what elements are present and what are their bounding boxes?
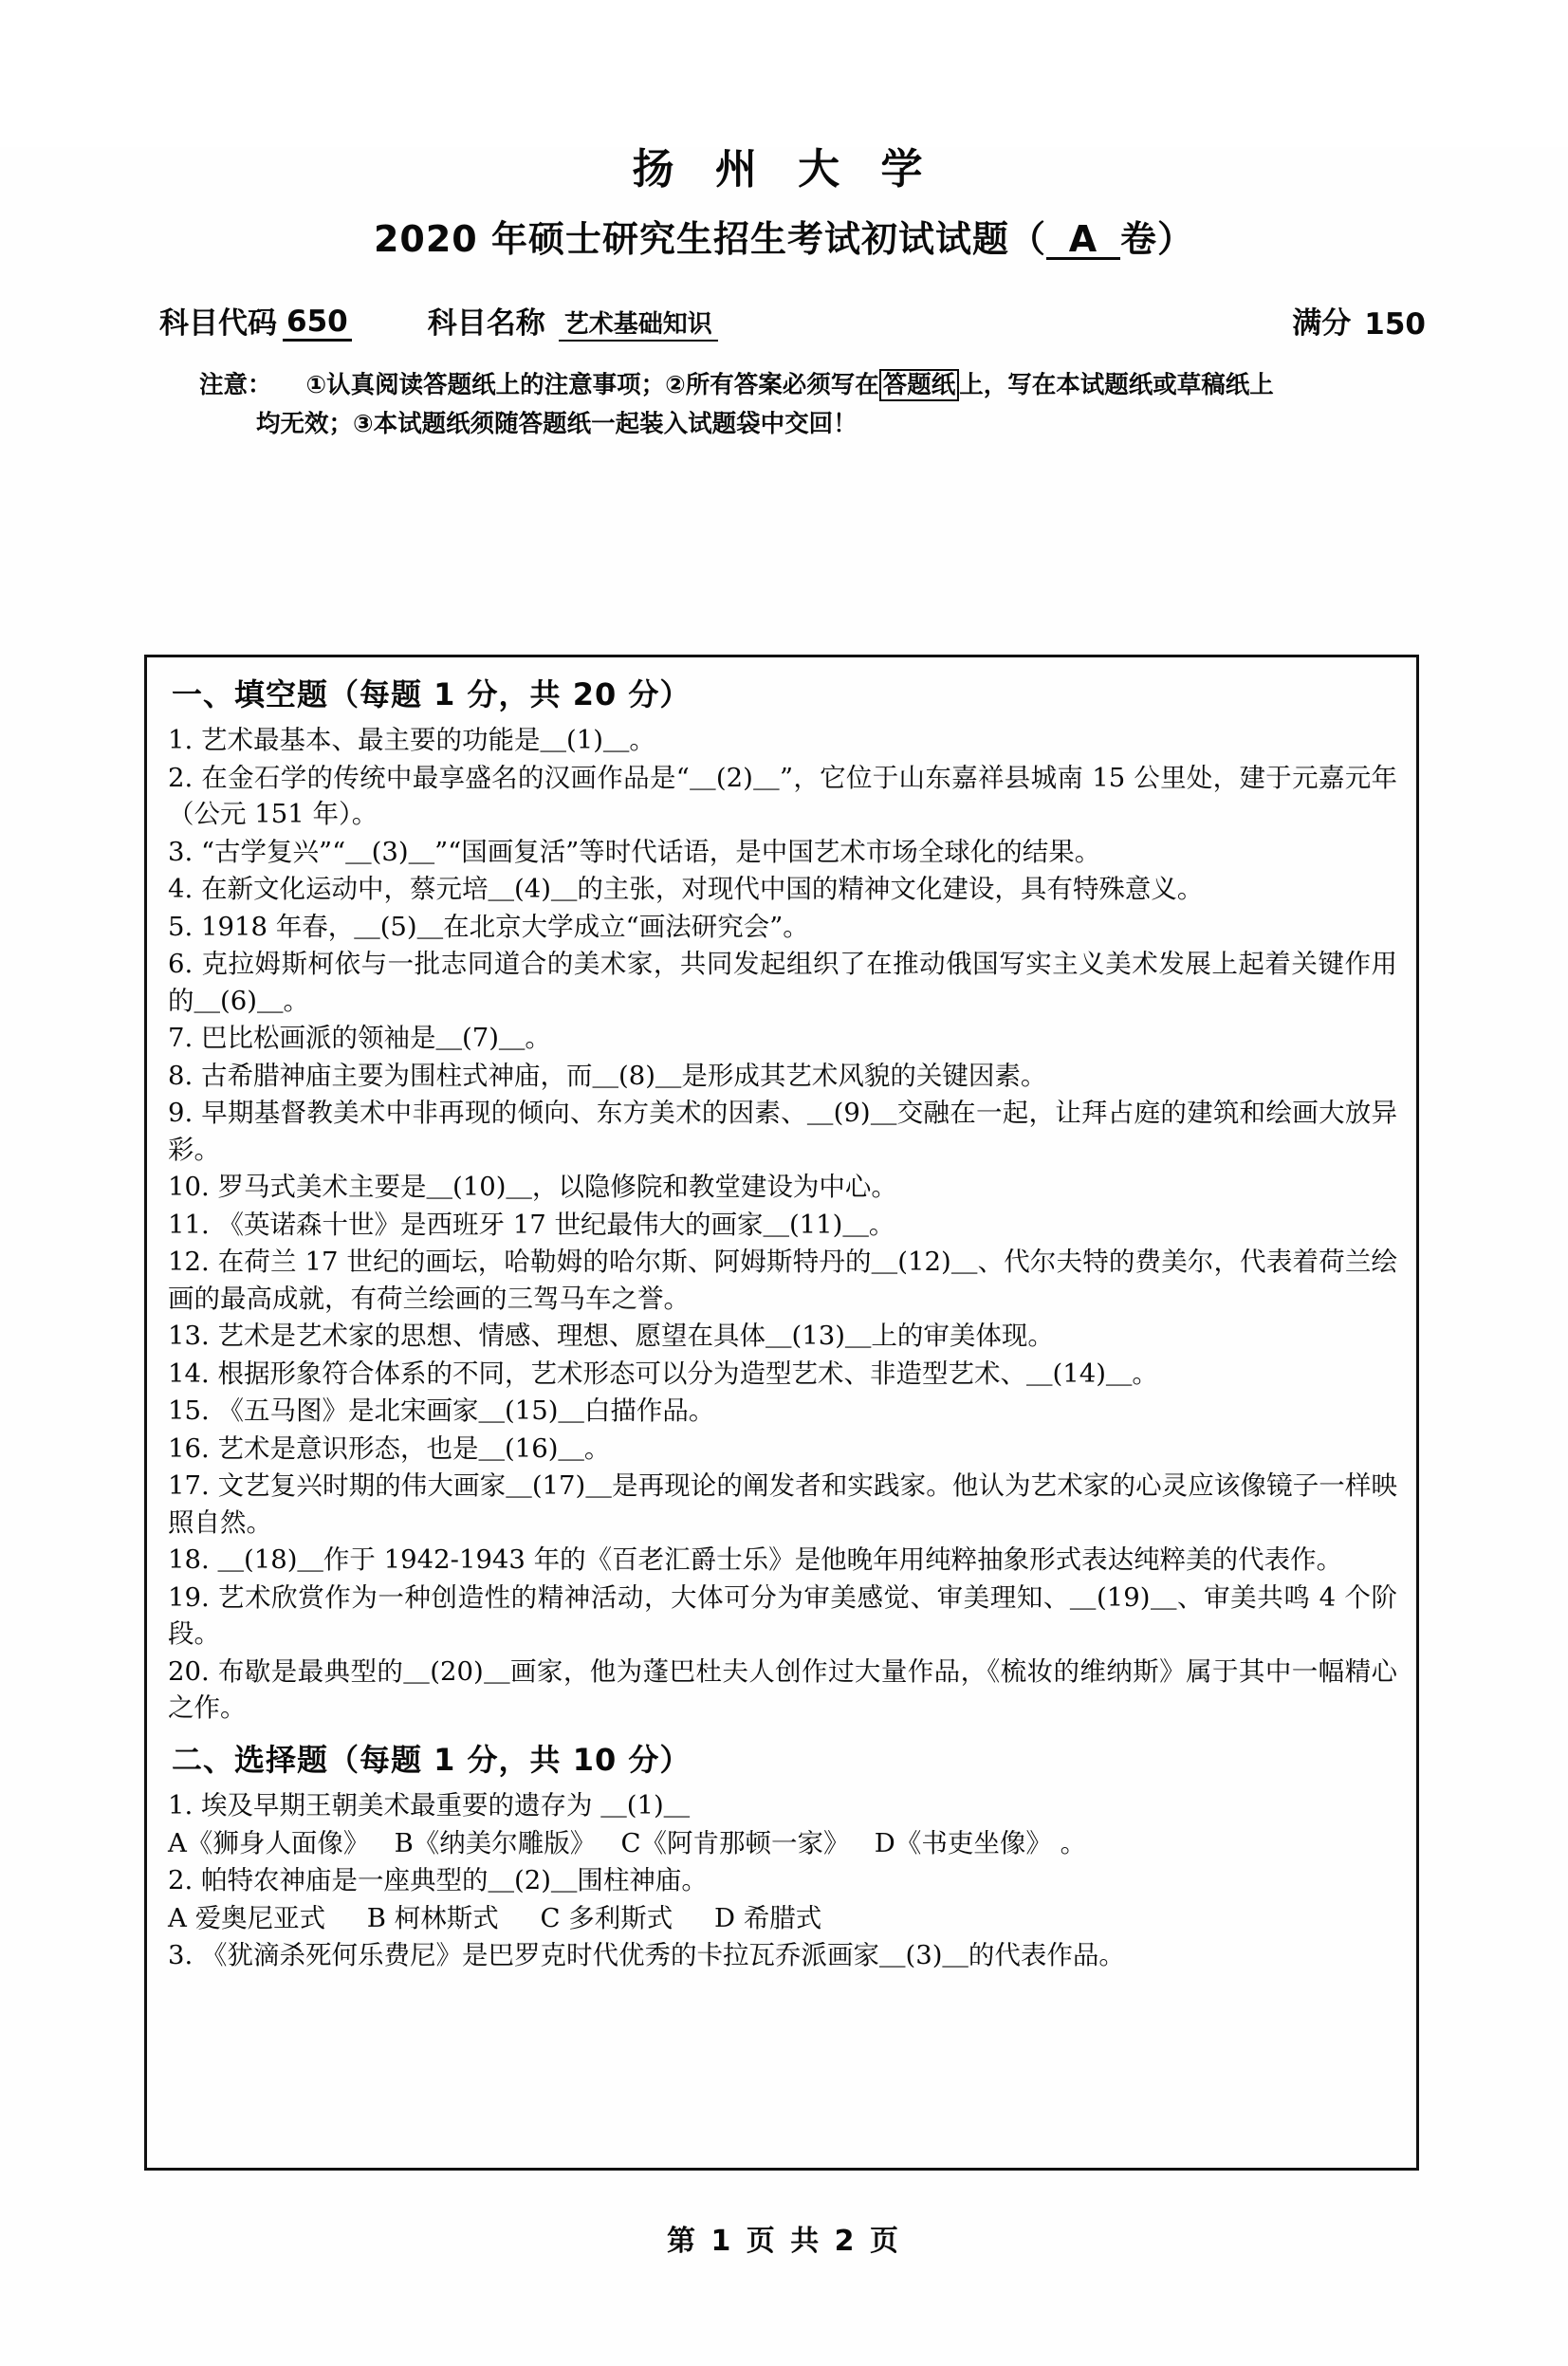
subject-code-label: 科目代码 — [159, 306, 277, 342]
question-item: 11. 《英诺森十世》是西班牙 17 世纪最伟大的画家＿(11)＿。 — [168, 1209, 895, 1240]
subject-name-label: 科目名称 — [427, 306, 545, 342]
question-item: 17. 文艺复兴时期的伟大画家＿(17)＿是再现论的阐发者和实践家。他认为艺术家的心灵应该像镜子一样映照自然。 — [168, 1470, 1397, 1538]
notice-line2: 均无效；③本试题纸须随答题纸一起装入试题袋中交回！ — [256, 410, 858, 439]
question-item: 13. 艺术是艺术家的思想、情感、理想、愿望在具体＿(13)＿上的审美体现。 — [168, 1321, 1054, 1352]
page-footer: 第 1 页 共 2 页 — [667, 2225, 901, 2258]
question-item: 1. 埃及早期王朝美术最重要的遗存为 ＿(1)＿ — [168, 1790, 691, 1821]
question-item: 15. 《五马图》是北宋画家＿(15)＿白描作品。 — [168, 1396, 715, 1427]
exam-page — [0, 147, 1568, 2366]
question-item: 19. 艺术欣赏作为一种创造性的精神活动，大体可分为审美感觉、审美理知、＿(19)＿、审美共鸣 4 个阶段。 — [168, 1581, 1397, 1650]
question-frame — [144, 655, 1419, 2171]
notice-line1-a: ①认真阅读答题纸上的注意事项；②所有答案必须写在 — [305, 371, 879, 400]
question-options: A《狮身人面像》 B《纳美尔雕版》 C《阿肯那顿一家》 D《书吏坐像》 。 — [168, 1827, 1087, 1858]
question-item: 12. 在荷兰 17 世纪的画坛，哈勒姆的哈尔斯、阿姆斯特丹的＿(12)＿、代尔夫特的费美尔，代表着荷兰绘画的最高成就，有荷兰绘画的三驾马车之誉。 — [168, 1247, 1397, 1314]
question-item: 3. 《犹滴杀死何乐费尼》是巴罗克时代优秀的卡拉瓦乔派画家＿(3)＿的代表作品。 — [168, 1940, 1125, 1971]
question-item: 10. 罗马式美术主要是＿(10)＿，以隐修院和教堂建设为中心。 — [168, 1172, 897, 1203]
question-options: A 爱奥尼亚式 B 柯林斯式 C 多利斯式 D 希腊式 — [168, 1902, 822, 1933]
exam-title-pre: 2020 年硕士研究生招生考试初试试题（ — [373, 218, 1046, 261]
question-item: 16. 艺术是意识形态，也是＿(16)＿。 — [168, 1433, 611, 1464]
exam-title-post: 卷） — [1119, 218, 1194, 261]
question-item: 18. ＿(18)＿作于 1942-1943 年的《百老汇爵士乐》是他晚年用纯粹抽象形式表达纯粹美的代表作。 — [168, 1544, 1343, 1576]
section-heading-multiple-choice: 二、选择题（每题 1 分，共 10 分） — [172, 1741, 692, 1778]
notice-label: 注意： — [199, 371, 272, 400]
notice-line1-b: 上，写在本试题纸或草稿纸上 — [959, 371, 1274, 400]
university-title: 扬 州 大 学 — [632, 145, 936, 194]
question-item: 1. 艺术最基本、最主要的功能是＿(1)＿。 — [168, 725, 655, 756]
question-item: 2. 帕特农神庙是一座典型的＿(2)＿围柱神庙。 — [168, 1865, 708, 1896]
subject-info-row — [0, 299, 1568, 342]
question-item: 8. 古希腊神庙主要为围柱式神庙，而＿(8)＿是形成其艺术风貌的关键因素。 — [168, 1060, 1047, 1091]
full-score-label: 满分 — [1292, 306, 1352, 342]
exam-title — [0, 219, 1568, 261]
subject-code-value: 650 — [283, 305, 352, 342]
notice-boxed-answer-sheet: 答题纸 — [879, 369, 960, 401]
question-item: 4. 在新文化运动中，蔡元培＿(4)＿的主张，对现代中国的精神文化建设，具有特殊意义。 — [168, 874, 1204, 905]
subject-name-value: 艺术基础知识 — [559, 305, 718, 342]
question-item: 20. 布歇是最典型的＿(20)＿画家，他为蓬巴杜夫人创作过大量作品，《梳妆的维纳斯》属于其中一幅精心之作。 — [168, 1655, 1397, 1724]
question-item: 14. 根据形象符合体系的不同，艺术形态可以分为造型艺术、非造型艺术、＿(14)＿。 — [168, 1358, 1158, 1389]
full-score-value: 150 — [1364, 307, 1426, 342]
exam-paper-code: A — [1046, 221, 1120, 260]
question-item: 3. “古学复兴”“＿(3)＿”“国画复活”等时代话语，是中国艺术市场全球化的结果。 — [168, 836, 1101, 867]
question-item: 2. 在金石学的传统中最享盛名的汉画作品是“＿(2)＿”，它位于山东嘉祥县城南 15 公里处，建于元嘉元年（公元 151 年）。 — [168, 762, 1397, 830]
question-item: 5. 1918 年春，＿(5)＿在北京大学成立“画法研究会”。 — [168, 911, 809, 942]
notice-block — [0, 366, 1568, 445]
question-item: 6. 克拉姆斯柯依与一批志同道合的美术家，共同发起组织了在推动俄国写实主义美术发展上起着关键作用的＿(6)＿。 — [168, 949, 1397, 1016]
question-item: 9. 早期基督教美术中非再现的倾向、东方美术的因素、＿(9)＿交融在一起，让拜占庭的建筑和绘画大放异彩。 — [168, 1098, 1397, 1165]
section-heading-fill-in-blank: 一、填空题（每题 1 分，共 20 分） — [172, 676, 692, 712]
question-item: 7. 巴比松画派的领袖是＿(7)＿。 — [168, 1023, 551, 1054]
